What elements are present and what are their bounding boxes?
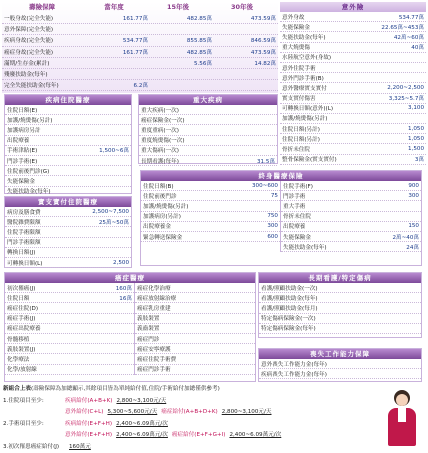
row-label: 重大手術 bbox=[283, 202, 419, 210]
row-label: 出院療養 bbox=[283, 222, 408, 230]
summary-note: (壽險保障為加總顯示,其餘項目皆為單純給付值,住院/手術給付加總僅供參考) bbox=[31, 386, 220, 392]
row-label: 化學/放射線 bbox=[7, 365, 132, 373]
long-term-care-title: 長期看護/特定傷病 bbox=[259, 273, 421, 283]
row-label: 看護/照顧扶助金(每年) bbox=[261, 294, 419, 302]
table-row bbox=[135, 283, 255, 293]
row-value: 75 bbox=[271, 193, 278, 199]
table-row bbox=[5, 217, 131, 227]
row-label: 住院日額(E) bbox=[7, 106, 129, 114]
table-row bbox=[281, 181, 421, 191]
table-row bbox=[2, 69, 278, 80]
row-value: 1,500~6萬 bbox=[99, 146, 129, 154]
summary-line-item: 意外給付(E+F+H) bbox=[65, 432, 112, 438]
table-row bbox=[280, 53, 426, 63]
summary-line bbox=[0, 442, 428, 453]
table-row bbox=[259, 303, 421, 313]
row-label: 加護/燒燙傷(另計) bbox=[7, 116, 129, 124]
row-value: 2,500 bbox=[113, 260, 129, 266]
row-label: 重大疾病(一次) bbox=[141, 106, 275, 114]
row-label: 看護/照顧扶助金(每月) bbox=[261, 304, 419, 312]
row-label: 癌症手術(J) bbox=[7, 314, 132, 322]
summary-title: 新組合上表 bbox=[3, 386, 31, 392]
row-value: 1,500 bbox=[408, 146, 424, 152]
table-row bbox=[281, 222, 421, 232]
row-value: 2萬~40萬 bbox=[392, 233, 419, 241]
table-row bbox=[135, 314, 255, 324]
row-label: 加護病房(另計) bbox=[143, 212, 267, 220]
table-row bbox=[139, 125, 277, 135]
row-label: 重大燒燙傷 bbox=[282, 43, 411, 51]
summary-line bbox=[0, 419, 428, 431]
row-value: 900 bbox=[408, 183, 419, 189]
row-label: 癌症門診 bbox=[137, 335, 253, 343]
row-label: 加護病房另計 bbox=[7, 126, 129, 134]
table-row bbox=[259, 314, 421, 324]
row-label: 長期看護(每年) bbox=[141, 157, 257, 165]
row-label: 住院日額(另計) bbox=[282, 125, 408, 133]
row-value: 150 bbox=[408, 223, 419, 229]
table-row bbox=[5, 314, 134, 324]
reimbursement-title: 實支實付住院醫療 bbox=[5, 197, 131, 207]
cancer-section bbox=[4, 272, 256, 382]
row-label: 重度燒燙傷(一次) bbox=[141, 136, 275, 144]
major-illness-section bbox=[138, 94, 278, 164]
row-label: 失能保險金 bbox=[7, 177, 129, 185]
reimbursement-section bbox=[4, 196, 132, 268]
table-row bbox=[2, 80, 278, 91]
row-label: 意外身故 bbox=[282, 13, 399, 21]
row-label: 骨髓移植 bbox=[7, 335, 132, 343]
row-label: 癌症保險金(一次) bbox=[141, 116, 275, 124]
row-label: 初次罹癌(J) bbox=[7, 284, 116, 292]
row-label: 重度重病(一次) bbox=[141, 126, 275, 134]
row-label: 意外醫療實支實付 bbox=[282, 84, 387, 92]
row-label: 意外住院手術 bbox=[282, 64, 424, 72]
disability-title: 喪失工作能力保障 bbox=[259, 349, 421, 359]
table-row bbox=[2, 13, 278, 24]
table-row bbox=[135, 354, 255, 364]
table-row bbox=[280, 83, 426, 93]
table-row bbox=[280, 124, 426, 134]
row-value: 1,050 bbox=[408, 136, 424, 142]
row-value: 42萬~60萬 bbox=[394, 33, 424, 41]
life-table-header-cell: 30年後 bbox=[210, 2, 274, 13]
summary-line bbox=[0, 407, 428, 419]
row-value: 300~600 bbox=[252, 183, 278, 189]
table-row bbox=[139, 146, 277, 156]
row-label: 實支實付傷害 bbox=[282, 94, 389, 102]
row-value: 3,100 bbox=[408, 105, 424, 111]
table-row bbox=[280, 94, 426, 104]
lifelong-medical-section bbox=[140, 170, 422, 266]
accident-section bbox=[280, 2, 426, 166]
table-row bbox=[135, 365, 255, 375]
table-row bbox=[259, 324, 421, 334]
row-value: 40萬 bbox=[411, 43, 424, 51]
table-row bbox=[141, 191, 280, 201]
row-label: 骨折未住院 bbox=[282, 145, 408, 153]
table-row bbox=[259, 293, 421, 303]
table-row bbox=[5, 293, 134, 303]
lifelong-medical-title: 終身醫療保險 bbox=[141, 171, 421, 181]
life-table-header-cell: 壽險保障 bbox=[2, 2, 82, 13]
row-label: 住院日額 bbox=[7, 294, 119, 302]
table-row bbox=[139, 136, 277, 146]
summary-line-value: 2,400~6.09萬元/次 bbox=[116, 432, 168, 438]
row-value: 534.77萬 bbox=[84, 36, 148, 44]
table-row bbox=[5, 105, 131, 115]
row-value: 482.85萬 bbox=[148, 48, 212, 56]
summary-line-value: 2,800~3,100元/天 bbox=[222, 409, 272, 415]
table-row bbox=[5, 146, 131, 156]
row-label: 失能扶助金(每年) bbox=[282, 33, 394, 41]
row-label: 加護/燒燙傷(另計) bbox=[282, 114, 424, 122]
row-label: 住院手術(F) bbox=[283, 182, 408, 190]
row-value: 300 bbox=[267, 223, 278, 229]
summary-line-item: 疾病給付(A+B+K) bbox=[65, 398, 112, 404]
table-row bbox=[5, 166, 131, 176]
summary-line-value: 160萬元 bbox=[69, 444, 91, 450]
row-label: 癌症安寧療護 bbox=[137, 345, 253, 353]
row-label: 門診手術 bbox=[283, 192, 408, 200]
table-row bbox=[5, 115, 131, 125]
table-row bbox=[281, 232, 421, 242]
row-label: 殘廢扶助金(每年) bbox=[4, 70, 84, 78]
row-value: 534.77萬 bbox=[399, 13, 424, 21]
table-row bbox=[141, 222, 280, 232]
row-label: 意外保障(完全失能) bbox=[4, 25, 84, 33]
row-value: 2,200~2,500 bbox=[387, 85, 424, 91]
life-table-header-cell: 當年度 bbox=[82, 2, 146, 13]
row-label: 化學療法 bbox=[7, 355, 132, 363]
summary-line-item: 癌症給付(E+F+G+I) bbox=[172, 432, 226, 438]
row-label: 特定傷病保險金(一次) bbox=[261, 314, 419, 322]
row-label: 水陸航空意外(身故) bbox=[282, 53, 424, 61]
table-row bbox=[2, 58, 278, 69]
table-row bbox=[5, 125, 131, 135]
table-row bbox=[5, 324, 134, 334]
table-row bbox=[141, 201, 280, 211]
row-value: 14.82萬 bbox=[212, 59, 276, 67]
row-label: 滿期/生存金(累計) bbox=[4, 59, 84, 67]
table-row bbox=[135, 344, 255, 354]
table-row bbox=[135, 324, 255, 334]
row-label: 住院日額(B) bbox=[143, 182, 252, 190]
summary-line-item: 癌症給付(A+B+D+K) bbox=[161, 409, 217, 415]
row-value: 25萬~50萬 bbox=[99, 218, 129, 226]
table-row bbox=[141, 212, 280, 222]
summary-line-item: 意外給付(C+L) bbox=[65, 409, 103, 415]
table-row bbox=[5, 258, 131, 268]
table-row bbox=[5, 227, 131, 237]
table-row bbox=[5, 156, 131, 166]
row-label: 失能保險金 bbox=[282, 23, 381, 31]
row-label: 癌症住院手術費 bbox=[137, 355, 253, 363]
table-row bbox=[280, 155, 426, 165]
row-value: 750 bbox=[267, 213, 278, 219]
row-value: 300 bbox=[408, 193, 419, 199]
row-value: 5.56萬 bbox=[148, 59, 212, 67]
row-value: 161.77萬 bbox=[84, 14, 148, 22]
table-row bbox=[5, 248, 131, 258]
table-row bbox=[280, 144, 426, 154]
table-row bbox=[259, 369, 421, 379]
table-row bbox=[280, 32, 426, 42]
row-label: 癌症門診手術 bbox=[137, 365, 253, 373]
table-row bbox=[280, 12, 426, 22]
row-label: 可轉換日額(意外)(L) bbox=[282, 104, 408, 112]
table-row bbox=[281, 212, 421, 222]
row-label: 意外門診手術(B) bbox=[282, 74, 424, 82]
table-row bbox=[5, 303, 134, 313]
row-label: 骨折未住院 bbox=[283, 212, 419, 220]
row-label: 門診手術限額 bbox=[7, 238, 129, 246]
table-row bbox=[2, 35, 278, 46]
table-row bbox=[280, 43, 426, 53]
row-label: 癌症乳房重建 bbox=[137, 304, 253, 312]
summary-line-label: 3.初次罹患癌症給付(J) bbox=[3, 442, 65, 453]
row-label: 特定傷病保險金(每年) bbox=[261, 324, 419, 332]
row-label: 一般身故(完全失能) bbox=[4, 14, 84, 22]
table-row bbox=[2, 47, 278, 58]
row-label: 義肢裝置(J) bbox=[7, 345, 132, 353]
row-value: 473.59萬 bbox=[212, 48, 276, 56]
illness-title: 疾病住院醫療 bbox=[5, 95, 131, 105]
row-label: 住院日額(另計) bbox=[282, 135, 408, 143]
table-row bbox=[5, 136, 131, 146]
row-value: 16萬 bbox=[119, 294, 132, 302]
row-value: 161.77萬 bbox=[84, 48, 148, 56]
life-table-header-cell: 15年後 bbox=[146, 2, 210, 13]
row-value: 473.59萬 bbox=[212, 14, 276, 22]
table-row bbox=[135, 293, 255, 303]
table-row bbox=[5, 176, 131, 186]
summary-line-value: 2,400~6.09萬元/次 bbox=[116, 421, 168, 427]
row-label: 癌症放射線治療 bbox=[137, 294, 253, 302]
table-row bbox=[141, 232, 280, 242]
row-value: 24萬 bbox=[406, 243, 419, 251]
accident-title: 意外險 bbox=[280, 2, 426, 12]
life-table-header bbox=[2, 2, 278, 13]
row-value: 3萬 bbox=[415, 155, 424, 163]
table-row bbox=[135, 303, 255, 313]
row-value: 600 bbox=[267, 234, 278, 240]
row-label: 住院前後門診(G) bbox=[7, 167, 129, 175]
table-row bbox=[5, 334, 134, 344]
row-label: 意外喪失工作能力金(每年) bbox=[261, 360, 419, 368]
row-label: 癌症出院療養 bbox=[7, 324, 132, 332]
life-table bbox=[2, 2, 278, 93]
table-row bbox=[139, 105, 277, 115]
row-label: 看護/照顧扶助金(一次) bbox=[261, 284, 419, 292]
table-row bbox=[281, 191, 421, 201]
table-row bbox=[5, 238, 131, 248]
table-row bbox=[280, 73, 426, 83]
table-row bbox=[280, 22, 426, 32]
table-row bbox=[259, 283, 421, 293]
row-label: 出院療養 bbox=[7, 136, 129, 144]
row-value: 160萬 bbox=[116, 284, 132, 292]
summary-heading bbox=[0, 384, 428, 396]
row-label: 疾病喪失工作能力金(每年) bbox=[261, 370, 419, 378]
table-row bbox=[5, 283, 134, 293]
row-label: 癌症住院(D) bbox=[7, 304, 132, 312]
row-label: 手術津貼(E) bbox=[7, 146, 99, 154]
summary-line bbox=[0, 396, 428, 408]
disability-section bbox=[258, 348, 422, 382]
consultant-illustration bbox=[382, 388, 422, 448]
row-label: 出院療養金 bbox=[143, 222, 267, 230]
table-row bbox=[5, 344, 134, 354]
table-row bbox=[141, 181, 280, 191]
row-label: 失能扶助金(每年) bbox=[7, 187, 129, 195]
row-value: 855.85萬 bbox=[148, 36, 212, 44]
major-illness-title: 重大疾病 bbox=[139, 95, 277, 105]
row-label: 加護/燒燙傷(另計) bbox=[143, 202, 278, 210]
summary-line-value: 2,800~3,100元/天 bbox=[116, 398, 166, 404]
row-value: 3,325~5.7萬 bbox=[389, 94, 424, 102]
row-value: 31.5萬 bbox=[257, 157, 275, 165]
summary-line bbox=[0, 430, 428, 442]
table-row bbox=[139, 115, 277, 125]
table-row bbox=[259, 359, 421, 369]
summary-line-item: 疾病給付(E+F+H) bbox=[65, 421, 112, 427]
table-row bbox=[135, 334, 255, 344]
summary-footer bbox=[0, 384, 428, 452]
table-row bbox=[280, 104, 426, 114]
table-row bbox=[280, 63, 426, 73]
table-row bbox=[281, 242, 421, 252]
row-label: 義齒裝置 bbox=[137, 324, 253, 332]
table-row bbox=[280, 134, 426, 144]
row-label: 癌症身故(完全失能) bbox=[4, 48, 84, 56]
row-value: 846.59萬 bbox=[212, 36, 276, 44]
row-label: 緊急轉送保險金 bbox=[143, 233, 267, 241]
table-row bbox=[5, 207, 131, 217]
summary-line-label: 2.手術項目至少: bbox=[3, 419, 65, 431]
row-value: 6.2萬 bbox=[84, 81, 148, 89]
row-label: 疾病身故(完全失能) bbox=[4, 36, 84, 44]
summary-line-value: 2,400~6.09萬元/次 bbox=[229, 432, 281, 438]
table-row bbox=[5, 354, 134, 364]
row-label: 癌症化學治療 bbox=[137, 284, 253, 292]
row-label: 整骨保險金(實支實付) bbox=[282, 155, 415, 163]
table-row bbox=[281, 201, 421, 211]
summary-line-label: 1.住院項目至少: bbox=[3, 396, 65, 408]
row-label: 重大傷病(一次) bbox=[141, 146, 275, 154]
illness-section bbox=[4, 94, 132, 194]
table-row bbox=[2, 24, 278, 35]
long-term-care-section bbox=[258, 272, 422, 338]
row-value: 22.65萬~453萬 bbox=[381, 23, 424, 31]
row-label: 失能扶助金(每年) bbox=[283, 243, 406, 251]
table-row bbox=[139, 156, 277, 166]
row-label: 可轉換日額(L) bbox=[7, 259, 113, 267]
table-row bbox=[5, 365, 134, 375]
row-value: 1,050 bbox=[408, 126, 424, 132]
table-row bbox=[280, 114, 426, 124]
row-label: 病房及膳食費 bbox=[7, 208, 92, 216]
row-label: 轉換日額(J) bbox=[7, 248, 129, 256]
row-value: 2,500~7,500 bbox=[92, 209, 129, 215]
row-value: 482.85萬 bbox=[148, 14, 212, 22]
row-label: 完全失能扶助金(每年) bbox=[4, 81, 84, 89]
row-label: 住院手術限額 bbox=[7, 228, 129, 236]
summary-line-value: 5,300~5,600元/天 bbox=[107, 409, 157, 415]
row-label: 住院前後門診 bbox=[143, 192, 271, 200]
row-label: 義肢裝置 bbox=[137, 314, 253, 322]
row-label: 失能保險金 bbox=[283, 233, 392, 241]
row-label: 醫院雜費限額 bbox=[7, 218, 99, 226]
row-label: 門診手術(E) bbox=[7, 157, 129, 165]
cancer-title: 癌症醫療 bbox=[5, 273, 255, 283]
